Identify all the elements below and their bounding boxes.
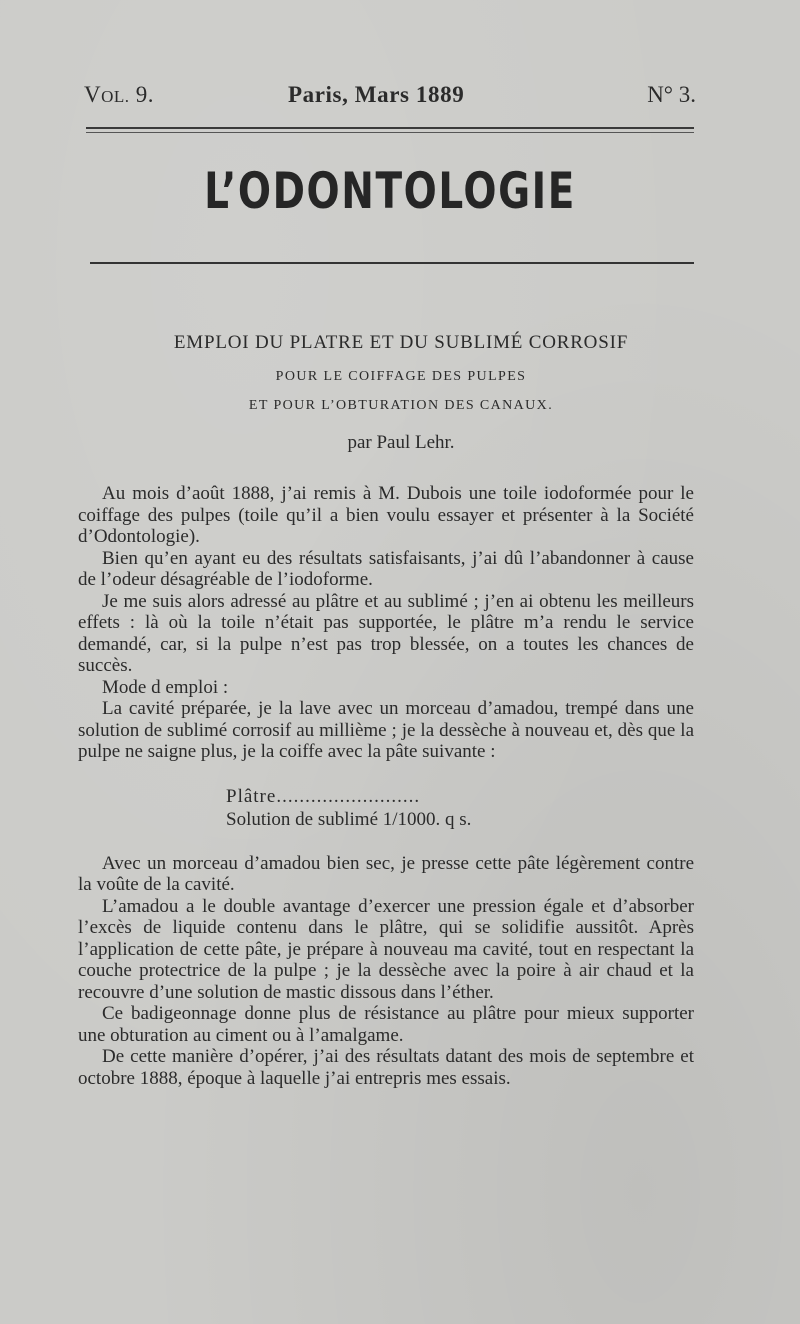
paragraph-7: L’amadou a le double avantage d’exercer une pression égale et d’absorber l’excès de liquide contenu dans le plâtre, qui se solidifie aussitôt. Après l’application de cette pâte, je prépare à nouveau ma cavité, tout en respectant la couche protectrice de la pulpe ; je la dessèche avec la poire à air chaud et la recouvre d’une solution de mastic dissous dans l’éther.	[78, 895, 694, 1003]
formula-block	[226, 785, 694, 831]
running-header	[84, 82, 696, 112]
paragraph-4: Mode d emploi :	[102, 676, 229, 698]
paragraph-2: Bien qu’en ayant eu des résultats satisfaisants, j’ai dû l’abandonner à cause de l’odeur désagréable de l’iodoforme.	[78, 547, 694, 590]
article-title: EMPLOI DU PLATRE ET DU SUBLIMÉ CORROSIF	[173, 332, 629, 353]
volume-number	[84, 82, 154, 108]
formula-line-2: Solution de sublimé 1/1000. q s.	[226, 808, 472, 830]
header-rule-thin	[86, 132, 694, 133]
volume-smallcaps: OL.	[101, 87, 130, 106]
article-subtitle-line2: ET POUR L’OBTURATION DES CANAUX.	[248, 398, 554, 413]
volume-digit: 9.	[129, 82, 155, 107]
journal-masthead: L’ODONTOLOGIE	[204, 162, 576, 220]
issue-date: Paris, Mars 1889	[288, 82, 465, 107]
article-subtitle-line1: POUR LE COIFFAGE DES PULPES	[275, 369, 527, 384]
masthead-rule	[90, 262, 694, 264]
article-byline: par Paul Lehr.	[347, 432, 455, 453]
paragraph-3: Je me suis alors adressé au plâtre et au sublimé ; j’en ai obtenu les meilleurs effets : là où la toile n’était pas supportée, le plâtre m’a rendu le service demandé, car, si la pulpe n’est pas trop blessée, on a toutes les chances de succès.	[78, 590, 694, 676]
issue-number: N° 3.	[647, 82, 696, 107]
paragraph-1: Au mois d’août 1888, j’ai remis à M. Dubois une toile iodoformée pour le coiffage des pulpes (toile qu’il a bien voulu essayer et présenter à la Société d’Odontologie).	[78, 483, 694, 547]
paragraph-8: Ce badigeonnage donne plus de résistance au plâtre pour mieux supporter une obturation au ciment ou à l’amalgame.	[78, 1003, 694, 1046]
paragraph-5: La cavité préparée, je la lave avec un morceau d’amadou, trempé dans une solution de sublimé corrosif au millième ; je la dessèche à nouveau et, dès que la pulpe ne saigne plus, je la coiffe avec la pâte suivante :	[78, 698, 694, 762]
formula-line-1: Plâtre.........................	[226, 785, 421, 807]
header-rule-thick	[86, 127, 694, 129]
paragraph-9: De cette manière d’opérer, j’ai des résultats datant des mois de septembre et octobre 1888, époque à laquelle j’ai entrepris mes essais.	[78, 1046, 694, 1089]
article-body	[78, 483, 694, 1089]
paragraph-6: Avec un morceau d’amadou bien sec, je presse cette pâte légèrement contre la voûte de la cavité.	[78, 852, 694, 895]
volume-prefix: V	[84, 82, 102, 107]
